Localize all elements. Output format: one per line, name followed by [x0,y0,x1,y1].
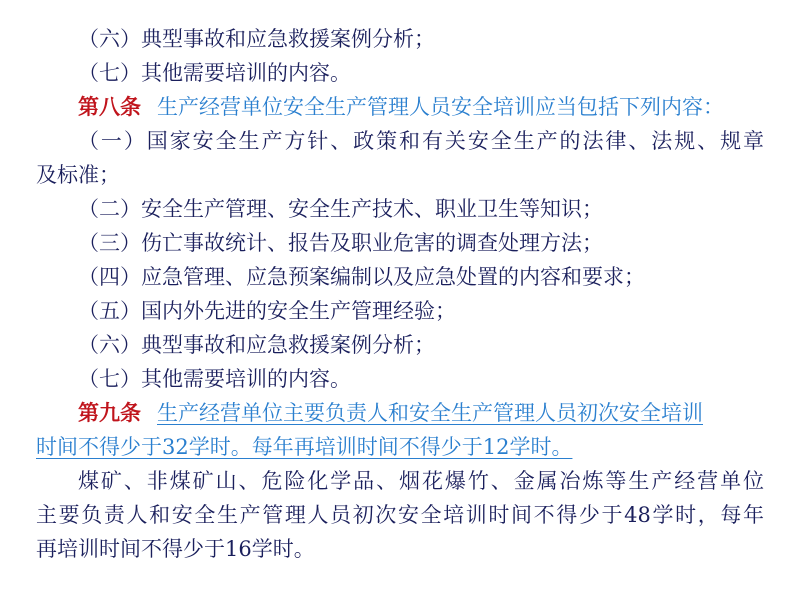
list-item: （七）其他需要培训的内容。 [78,367,351,391]
paragraph-line: 主要负责人和安全生产管理人员初次安全培训时间不得少于48学时，每年 [36,503,764,527]
article-9-continuation [36,430,764,464]
list-item: （四）应急管理、应急预案编制以及应急处置的内容和要求； [78,265,645,289]
list-item: （三）伤亡事故统计、报告及职业危害的调查处理方法； [78,231,603,255]
list-item: （一）国家安全生产方针、政策和有关安全生产的法律、法规、规章 [78,129,764,153]
list-item: （六）典型事故和应急救援案例分析； [78,333,435,357]
article-9-link[interactable]: 生产经营单位主要负责人和安全生产管理人员初次安全培训 [157,401,703,425]
paragraph-line: 煤矿、非煤矿山、危险化学品、烟花爆竹、金属冶炼等生产经营单位 [78,469,764,493]
list-item: （七）其他需要培训的内容。 [78,61,351,85]
article-9 [36,396,764,430]
list-item-continuation: 及标准； [36,163,120,187]
article-number: 第九条 [78,401,141,425]
article-8 [36,90,764,124]
article-heading-text: 生产经营单位安全生产管理人员安全培训应当包括下列内容： [157,95,724,119]
list-item: （五）国内外先进的安全生产管理经验； [78,299,456,323]
article-9-link-continued[interactable]: 时间不得少于32学时。每年再培训时间不得少于12学时。 [36,435,573,459]
list-item: （二）安全生产管理、安全生产技术、职业卫生等知识； [78,197,603,221]
article-number: 第八条 [78,95,141,119]
document-body [36,22,764,566]
paragraph-line: 再培训时间不得少于16学时。 [36,537,315,561]
list-item: （六）典型事故和应急救援案例分析； [78,27,435,51]
